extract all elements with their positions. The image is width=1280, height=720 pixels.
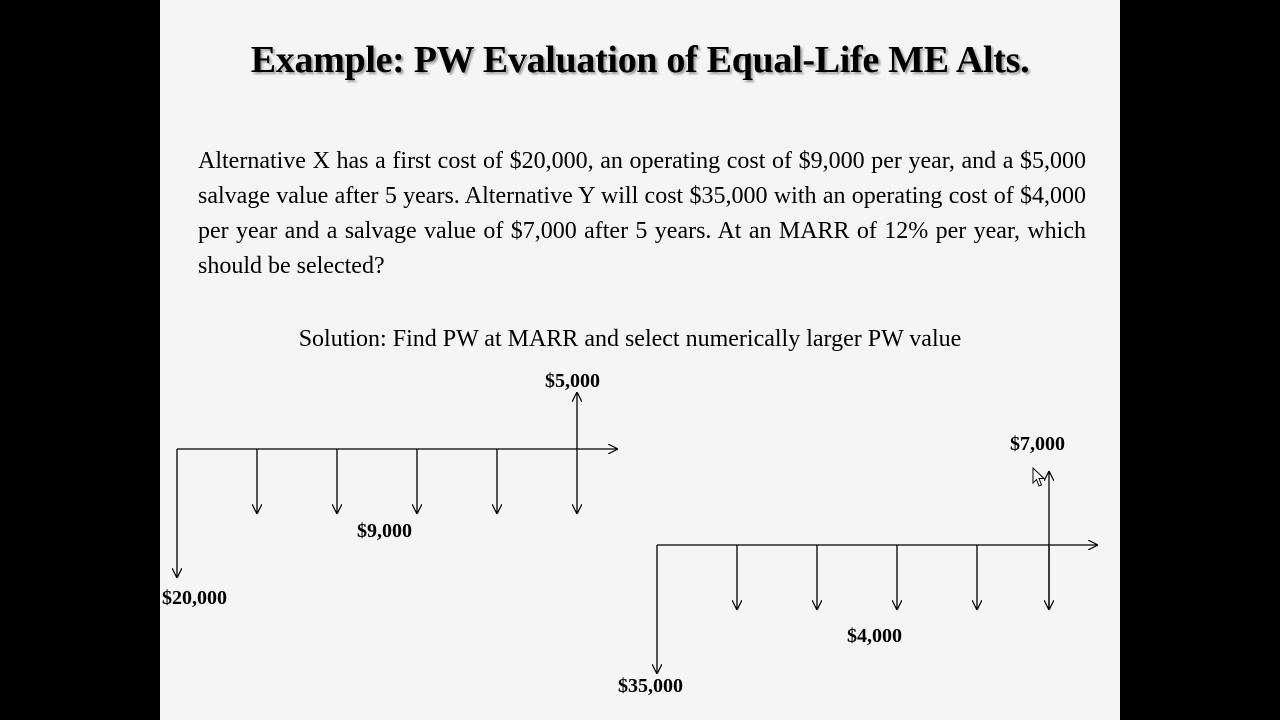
solution-statement: Solution: Find PW at MARR and select numerically larger PW value — [298, 326, 962, 352]
cash-flow-diagram-x — [177, 393, 617, 577]
operating-cost-label-y: $4,000 — [847, 625, 902, 647]
problem-statement: Alternative X has a first cost of $20,000, an operating cost of $9,000 per year, and a $5,000 salvage value after 5 years. Alternative Y will cost $35,000 with an operating cost of $4,000 per year and a salvage value of $7,000 after 5 years. At an MARR of 12% per year, which should be selected? — [198, 148, 1086, 279]
first-cost-label-x: $20,000 — [162, 587, 227, 609]
first-cost-label-y: $35,000 — [618, 675, 683, 697]
salvage-label-y: $7,000 — [1010, 433, 1065, 455]
slide — [160, 0, 1120, 720]
cash-flow-diagrams — [160, 0, 1120, 720]
mouse-pointer-icon — [1032, 467, 1046, 489]
operating-cost-label-x: $9,000 — [357, 520, 412, 542]
slide-title: Example: PW Evaluation of Equal-Life ME Alts. — [250, 39, 1030, 81]
salvage-label-x: $5,000 — [545, 370, 600, 392]
